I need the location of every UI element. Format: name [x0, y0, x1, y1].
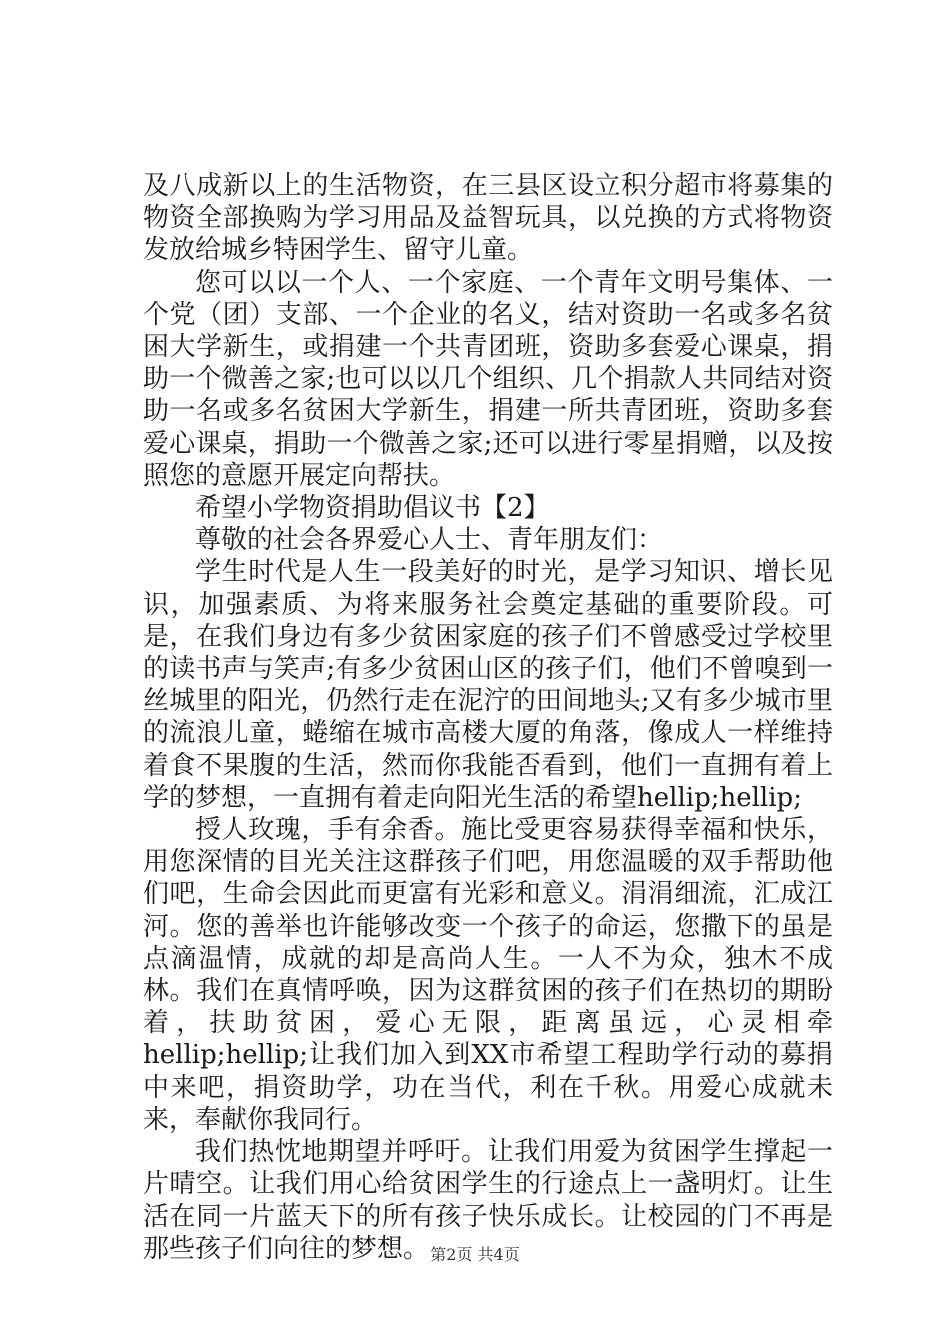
salutation: 尊敬的社会各界爱心人士、青年朋友们： [195, 525, 664, 556]
paragraph-student-time: 学生时代是人生一段美好的时光，是学习知识、增长见识，加强素质、为将来服务社会奠定基础的重要阶段。可是，在我们身边有多少贫困家庭的孩子们不曾感受过学校里的读书声与笑声;有多少贫困山区的孩子们，他们不曾嗅到一丝城里的阳光，仍然行走在泥泞的田间地头;又有多少城市里的流浪儿童，蜷缩在城市高楼大厦的角落，像成人一样维持着食不果腹的生活，然而你我能否看到，他们一直拥有着上学的梦想，一直拥有着走向阳光生活的希望hellip;hellip; [143, 557, 833, 813]
section-heading: 希望小学物资捐助倡议书【2】 [195, 493, 550, 524]
body-text [143, 170, 833, 1265]
page-number: 第2页 共4页 [430, 1245, 520, 1264]
paragraph-roses: 授人玫瑰，手有余香。施比受更容易获得幸福和快乐，用您深情的目光关注这群孩子们吧，用您温暖的双手帮助他们吧，生命会因此而更富有光彩和意义。涓涓细流，汇成江河。您的善举也许能够改变一个孩子的命运，您撒下的虽是点滴温情，成就的却是高尚人生。一人不为众，独木不成林。我们在真情呼唤，因为这群贫困的孩子们在热切的期盼着，扶助贫困，爱心无限，距离虽远，心灵相牵hellip;hellip;让我们加入到XX市希望工程助学行动的募捐中来吧，捐资助学，功在当代，利在千秋。用爱心成就未来，奉献你我同行。 [143, 815, 833, 1135]
paragraph-donation-options: 您可以以一个人、一个家庭、一个青年文明号集体、一个党（团）支部、一个企业的名义，结对资助一名或多名贫困大学新生，或捐建一个共青团班，资助多套爱心课桌，捐助一个微善之家;也可以以几个组织、几个捐款人共同结对资助一名或多名贫困大学新生，捐建一所共青团班，资助多套爱心课桌，捐助一个微善之家;还可以进行零星捐赠，以及按照您的意愿开展定向帮扶。 [143, 267, 833, 491]
page-footer [0, 1245, 950, 1265]
paragraph-appeal: 我们热忱地期望并呼吁。让我们用爱为贫困学生撑起一片晴空。让我们用心给贫困学生的行途点上一盏明灯。让生活在同一片蓝天下的所有孩子快乐成长。让校园的门不再是那些孩子们向往的梦想。 [143, 1137, 833, 1264]
paragraph-continuation: 及八成新以上的生活物资，在三县区设立积分超市将募集的物资全部换购为学习用品及益智玩具，以兑换的方式将物资发放给城乡特困学生、留守儿童。 [143, 171, 833, 266]
